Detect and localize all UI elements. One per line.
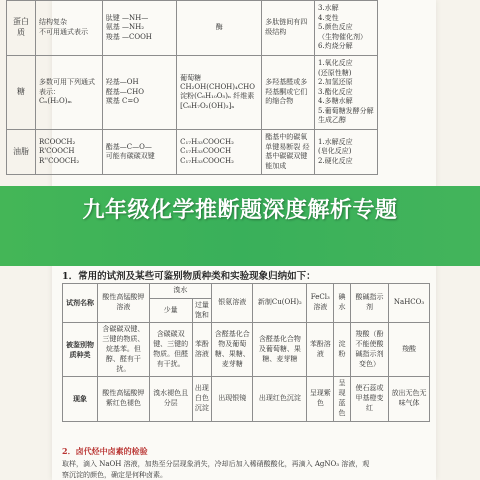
cell-line: 酯基—C—O— xyxy=(105,142,152,151)
table-cell: 使石蕊或甲基橙变红 xyxy=(350,377,388,421)
cell-line: 醛基—CHO xyxy=(105,87,144,96)
cell-line: 氨基 —NH₂ xyxy=(105,23,145,32)
relation-cell: 多羟基醛或多羟基酮或它们的缩合物 xyxy=(262,55,315,129)
cell-line: 多数可用下列通式 xyxy=(38,78,95,87)
relation-cell: 多肽链间有四级结构 xyxy=(262,1,315,56)
table-row xyxy=(63,377,430,421)
table-cell: 出现红色沉淀 xyxy=(253,377,307,421)
cell-line: 3.酯化反应 xyxy=(317,87,353,96)
page-title: 九年级化学推断题深度解析专题 xyxy=(82,198,398,223)
table-row xyxy=(7,130,378,175)
cell-line: 不可用通式表示 xyxy=(38,27,88,36)
column-header: 新制Cu(OH)₂ xyxy=(253,284,307,323)
cell-line: 2.加氢还原 xyxy=(317,78,353,87)
cell-line: 5.葡萄糖发酵分解生成乙醇 xyxy=(317,106,374,125)
column-header: NaHCO₃ xyxy=(389,284,430,323)
table-cell: 淀粉 xyxy=(334,323,350,377)
cell-line: (皂化反应) xyxy=(317,147,352,156)
table-cell: 苯酚溶液 xyxy=(307,323,334,377)
table-row xyxy=(7,1,378,56)
body-text-line: 察沉淀的颜色，确定是何种卤素。 xyxy=(62,471,167,479)
compound-name: 油脂 xyxy=(7,130,36,175)
column-subheader: 少量 xyxy=(149,298,192,323)
table-cell: 溴水褪色且分层 xyxy=(149,377,192,421)
column-header: 酸性高锰酸钾溶液 xyxy=(98,284,150,323)
properties-cell xyxy=(314,1,377,56)
table-cell: 含碳碳双键、三键的物质、烷基苯。但醇、醛有干扰。 xyxy=(98,323,150,377)
table-cell: 苯酚溶液 xyxy=(192,323,211,377)
table-cell: 出现银镜 xyxy=(212,377,253,421)
body-text-line: 取样，滴入 NaOH 溶液，加热至分层现象消失，冷却后加入稀硝酸酸化，再滴入 AgNO₃ 溶液，观 xyxy=(62,460,370,468)
organic-compounds-table xyxy=(6,0,378,175)
functional-groups-cell xyxy=(102,130,176,175)
compound-name: 蛋白质 xyxy=(7,1,36,56)
cell-line: 4.多糖水解 xyxy=(317,97,353,106)
table-cell: 含醛基化合物及葡萄糖、果糖、麦芽糖 xyxy=(253,323,307,377)
properties-cell xyxy=(314,55,377,129)
cell-line: 3.水解 xyxy=(317,4,339,13)
table-cell: 放出无色无味气体 xyxy=(389,377,430,421)
row-header: 现象 xyxy=(63,377,98,421)
table-row xyxy=(7,55,378,129)
cell-line: 表示： xyxy=(38,87,60,96)
cell-line: 5.颜色反应 xyxy=(317,23,353,32)
properties-cell xyxy=(314,130,377,175)
reagent-table xyxy=(62,283,430,422)
table-cell: 酸性高锰酸钾紫红色褪色 xyxy=(98,377,150,421)
column-header: 银氨溶液 xyxy=(212,284,253,323)
table-cell: 呈现蓝色 xyxy=(334,377,350,421)
representative-cell: 葡萄糖 CH₂OH(CHOH)₄CHO 淀粉(C₆H₁₀O₅)ₙ 纤维素 [C₆H₇O₂(OH)₃]ₙ xyxy=(177,55,262,129)
cell-line: 2.硬化反应 xyxy=(317,156,353,165)
table-cell: 含碳碳双键、三键的物质。但醛有干扰。 xyxy=(149,323,192,377)
table-row xyxy=(63,323,430,377)
representative-cell: C₁₇H₃₃COOCH₂ C₁₇H₃₃COOCH C₁₇H₃₃COOCH₂ xyxy=(177,130,262,175)
functional-groups-cell xyxy=(102,55,176,129)
column-header: FeCl₃溶液 xyxy=(307,284,334,323)
table-cell: 呈现紫色 xyxy=(307,377,334,421)
cell-line: （生物催化剂） xyxy=(317,32,367,41)
column-header: 酸碱指示剂 xyxy=(350,284,388,323)
cell-line: 1.氧化反应 xyxy=(317,59,353,68)
column-header: 试剂名称 xyxy=(63,284,98,323)
column-header: 碘水 xyxy=(334,284,350,323)
compound-name: 糖 xyxy=(7,55,36,129)
table-cell: 羧酸 xyxy=(389,323,430,377)
cell-line: 6.灼烧分解 xyxy=(317,42,353,50)
cell-line: Cₙ(H₂O)ₘ xyxy=(38,97,72,106)
cell-line: 4.变性 xyxy=(317,13,339,22)
cell-line: 羟基—OH xyxy=(105,78,139,87)
representative-cell: 酶 xyxy=(177,1,262,56)
structure-cell xyxy=(35,1,102,56)
cell-line: 可能有碳碳双键 xyxy=(105,152,155,161)
table-cell: 出现白色沉淀 xyxy=(192,377,211,421)
cell-line: RCOOCH₂ xyxy=(38,137,76,146)
table-cell: 含醛基化合物及葡萄糖、果糖、麦芽糖 xyxy=(212,323,253,377)
cell-line: R''COOCH₂ xyxy=(38,156,80,165)
section-title: 1．常用的试剂及某些可鉴别物质种类和实验现象归纳如下： xyxy=(62,271,316,282)
cell-line: 肽键 —NH— xyxy=(105,13,149,22)
cell-line: (还原性糖) xyxy=(317,68,352,77)
cell-line: R'COOCH xyxy=(38,147,75,156)
relation-cell: 酯基中的碳氧单键易断裂 烃基中碳碳双键能加成 xyxy=(262,130,315,175)
column-header: 溴水 xyxy=(149,284,211,299)
functional-groups-cell xyxy=(102,1,176,56)
cell-line: 羰基 C=O xyxy=(105,97,139,106)
cell-line: 结构复杂 xyxy=(38,18,67,27)
column-subheader: 过量饱和 xyxy=(192,298,211,323)
sub-section-title: 2．卤代烃中卤素的检验 xyxy=(62,446,148,456)
table-cell: 羧酸（酚不能使酸碱指示剂变色） xyxy=(350,323,388,377)
cell-line: 羧基 —COOH xyxy=(105,32,152,41)
table-header-row xyxy=(63,284,430,299)
row-header: 被鉴别物质种类 xyxy=(63,323,98,377)
cell-line: 1.水解反应 xyxy=(317,137,353,146)
structure-cell xyxy=(35,55,102,129)
structure-cell xyxy=(35,130,102,175)
